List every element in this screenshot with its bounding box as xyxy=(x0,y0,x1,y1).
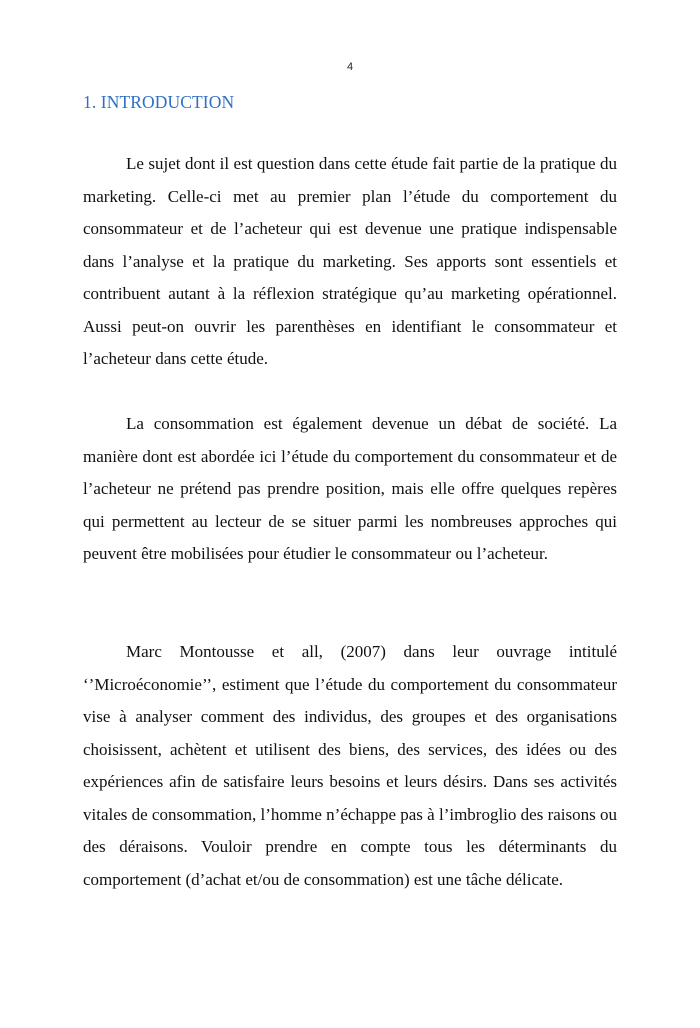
paragraph-3: Marc Montousse et all, (2007) dans leur ouvrage intitulé ‘’Microéconomie’’, estiment que l’étude du comportement du consommateur vise à analyser comment des individus, des groupes et des organisations choisissent, achètent et utilisent des biens, des services, des idées ou des expériences afin de satisfaire leurs besoins et leurs désirs. Dans ses activités vitales de consommation, l’homme n’échappe pas à l’imbroglio des raisons ou des déraisons. Vouloir prendre en compte tous les déterminants du comportement (d’achat et/ou de consommation) est une tâche délicate. xyxy=(83,642,617,889)
section-heading: 1. INTRODUCTION xyxy=(83,92,235,112)
paragraph-1: Le sujet dont il est question dans cette étude fait partie de la pratique du marketing. Celle-ci met au premier plan l’étude du comportement du consommateur et de l’acheteur qui est devenue une pratique indispensable dans l’analyse et la pratique du marketing. Ses apports sont essentiels et contribuent autant à la réflexion stratégique qu’au marketing opérationnel. Aussi peut-on ouvrir les parenthèses en identifiant le consommateur et l’acheteur dans cette étude. xyxy=(83,154,617,368)
paragraph-2: La consommation est également devenue un débat de société. La manière dont est abordée ici l’étude du comportement du consommateur et de l’acheteur ne prétend pas prendre position, mais elle offre quelques repères qui permettent au lecteur de se situer parmi les nombreuses approches qui peuvent être mobilisées pour étudier le consommateur ou l’acheteur. xyxy=(83,414,617,563)
page-number: 4 xyxy=(346,61,354,73)
